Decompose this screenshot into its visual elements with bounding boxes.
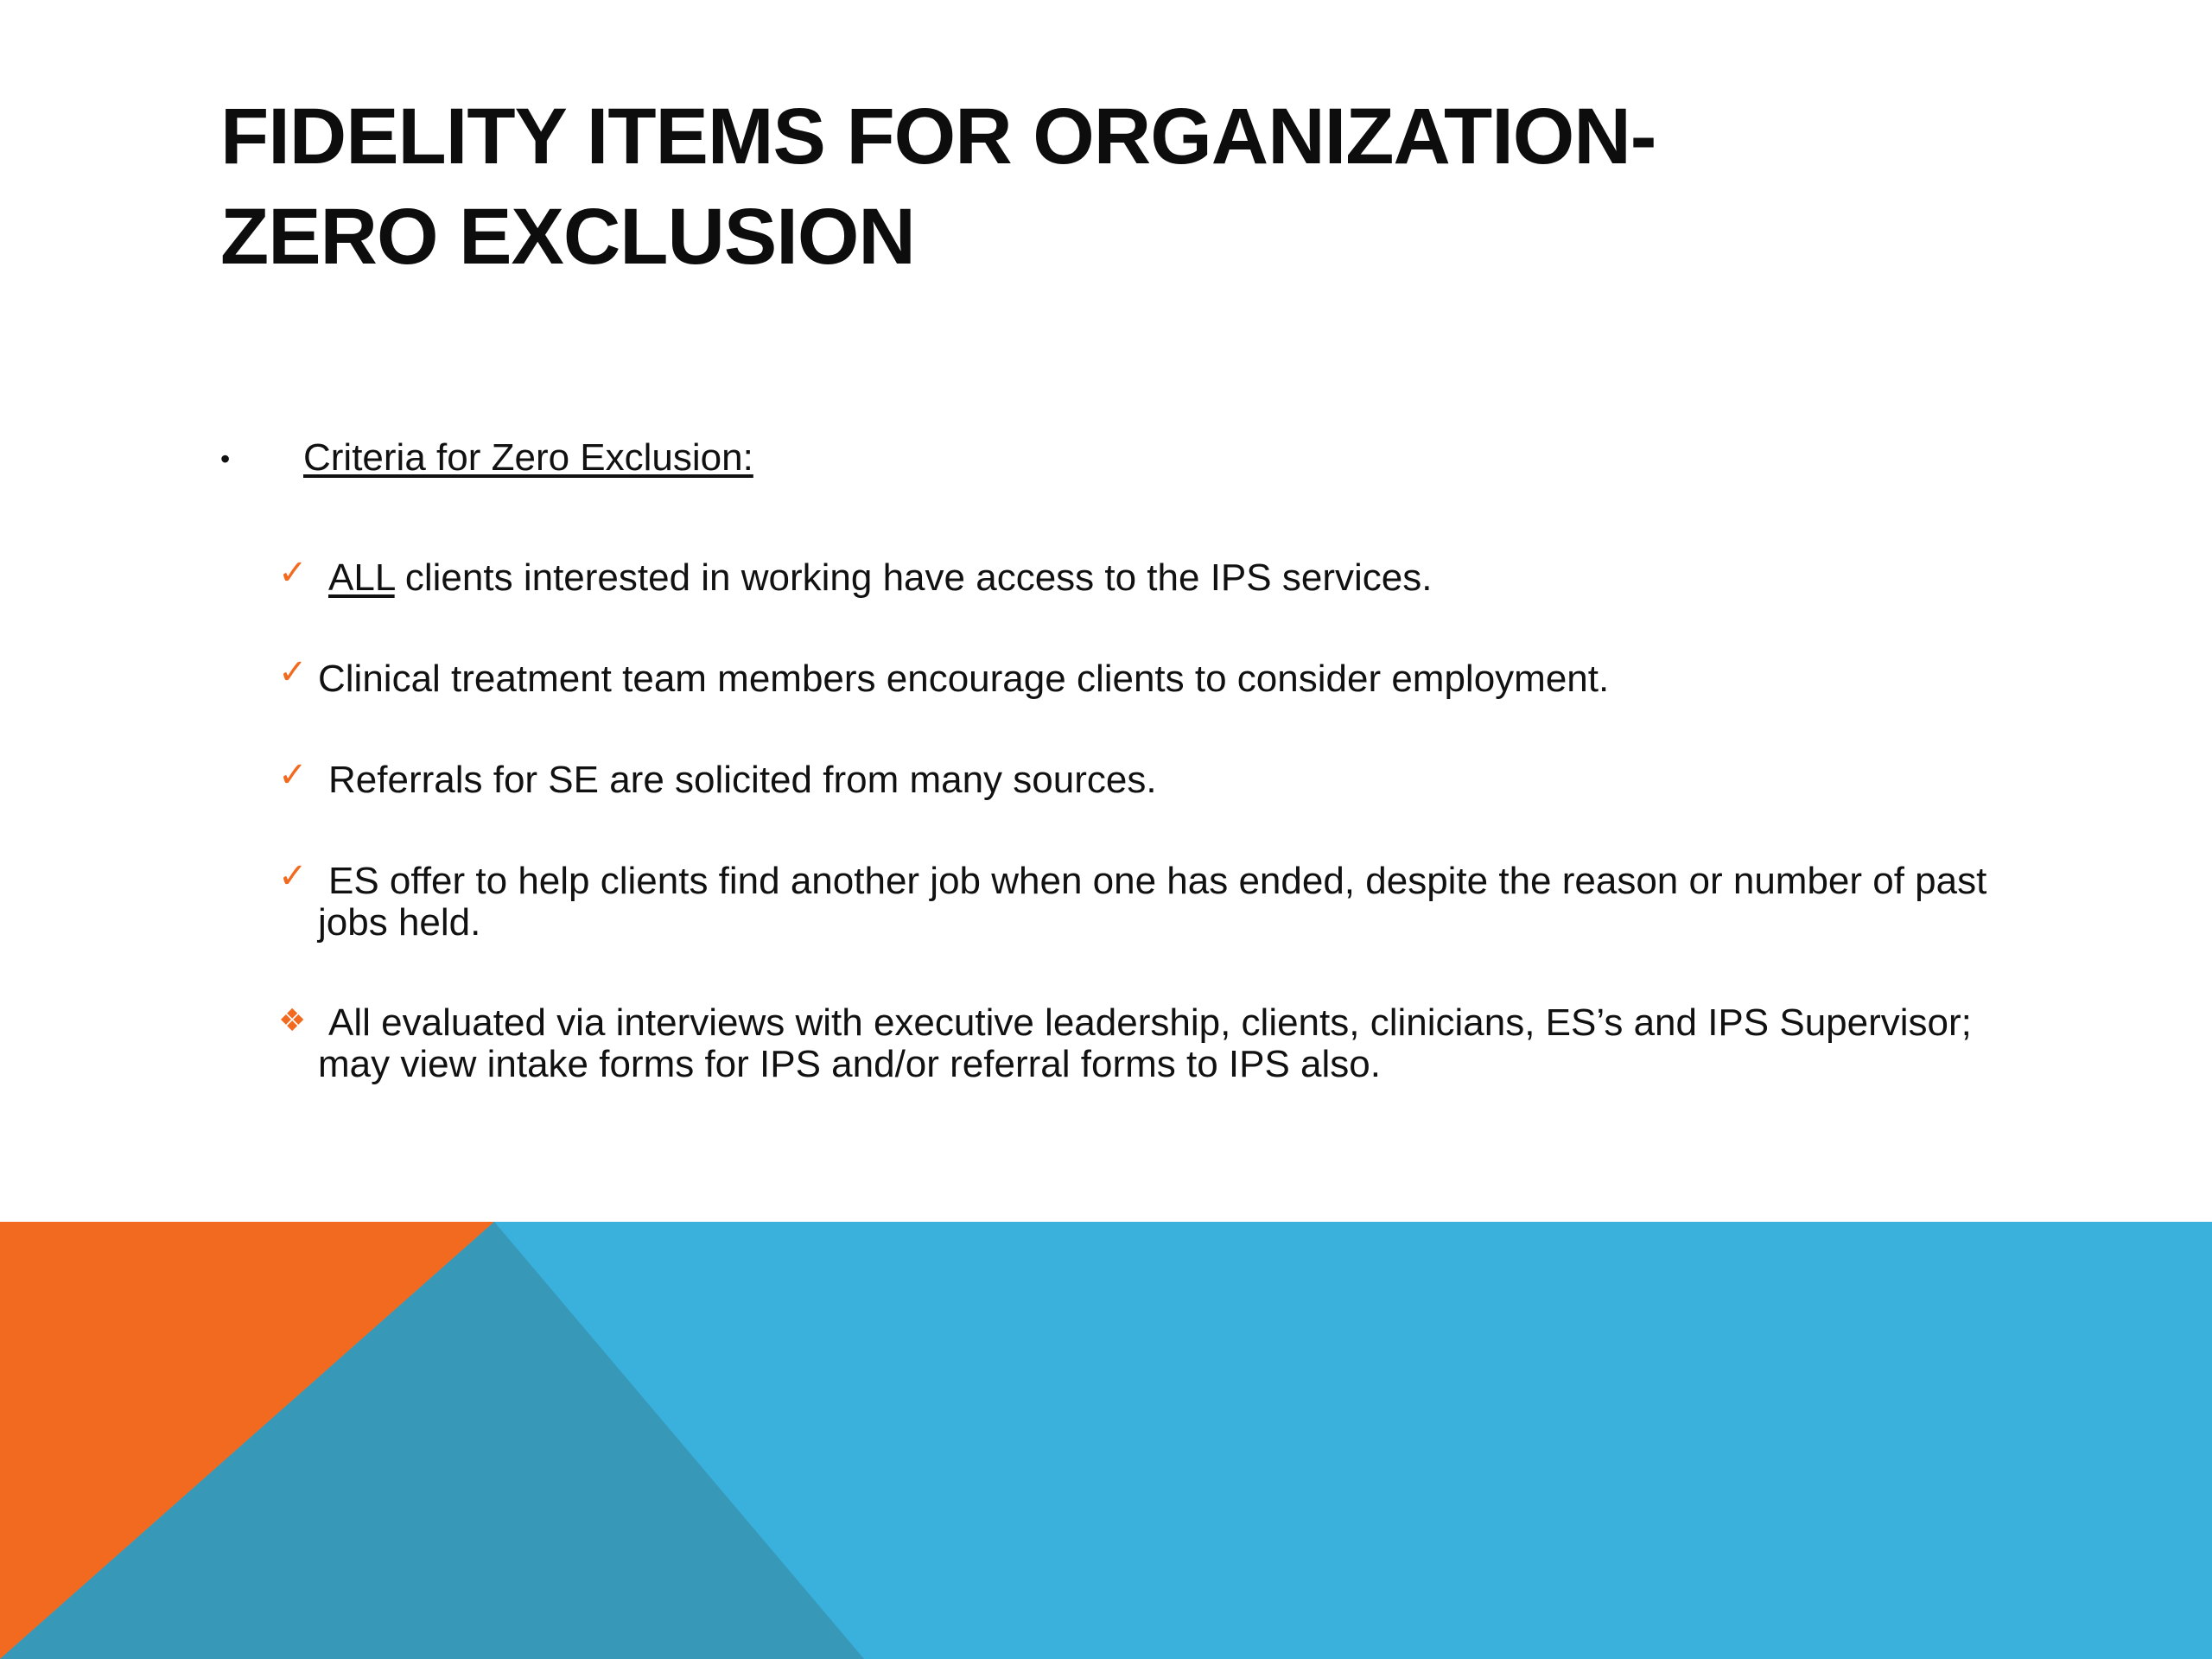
criteria-item-4 xyxy=(278,856,2032,944)
slide-title xyxy=(220,86,2035,287)
criteria-item-text xyxy=(278,1002,2032,1085)
criteria-item-text xyxy=(278,861,2032,944)
section-heading: Criteria for Zero Exclusion: xyxy=(303,436,753,479)
bullet-dot-icon: • xyxy=(220,443,231,474)
slide-title-line-2: ZERO EXCLUSION xyxy=(220,193,915,281)
slide-title-line-1: FIDELITY ITEMS FOR ORGANIZATION- xyxy=(220,92,1656,181)
criteria-item-3 xyxy=(278,755,2032,801)
criteria-item-5 xyxy=(278,1002,2032,1085)
checkmark-icon: ✓ xyxy=(278,553,308,593)
criteria-item-text: Referrals for SE are solicited from many sources. xyxy=(328,759,1157,801)
criteria-item-1 xyxy=(278,553,2032,599)
criteria-item-rest: ES offer to help clients find another job when one has ended, despite the reason or number of past jobs held. xyxy=(318,860,1987,944)
criteria-item-rest: All evaluated via interviews with executive leadership, clients, clinicians, ES’s and IPS Supervisor; may view intake forms for IPS and/or referral forms to IPS also. xyxy=(318,1001,1972,1085)
diamond-bullet-icon: ❖ xyxy=(278,1003,307,1039)
criteria-item-text: Clinical treatment team members encourage clients to consider employment. xyxy=(318,658,1610,700)
checkmark-icon: ✓ xyxy=(278,856,308,896)
decorative-footer-shapes xyxy=(0,1222,2212,1659)
checkmark-icon: ✓ xyxy=(278,652,308,692)
criteria-item-2 xyxy=(278,652,2032,700)
underlined-prefix: ALL xyxy=(328,556,395,599)
checkmark-icon: ✓ xyxy=(278,755,308,795)
criteria-item-rest: clients interested in working have access to the IPS services. xyxy=(394,556,1433,599)
criteria-item-text xyxy=(278,557,2032,599)
